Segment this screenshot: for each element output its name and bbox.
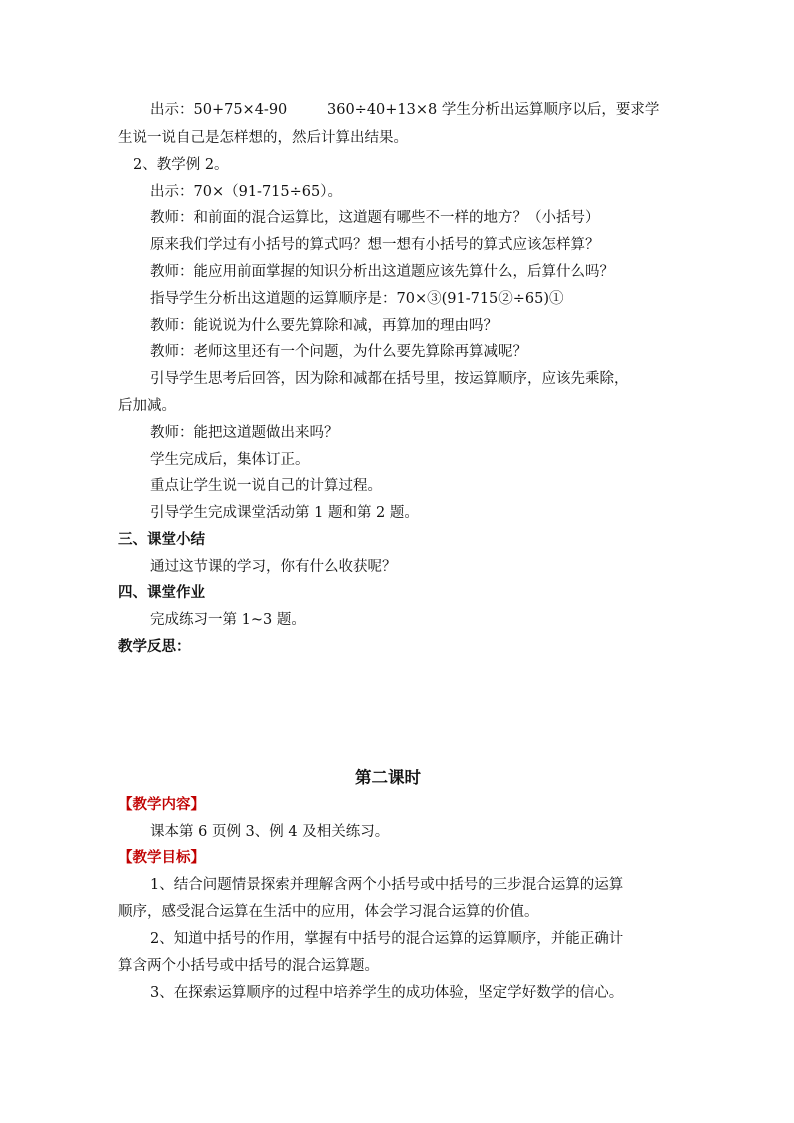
goal3-line: 3、在探索运算顺序的过程中培养学生的成功体验，坚定学好数学的信心。 <box>150 985 624 1001</box>
goal2-line-a: 2、知道中括号的作用，掌握有中括号的混合运算的运算顺序，并能正确计 <box>150 931 624 947</box>
reflection-heading: 教学反思： <box>118 639 191 655</box>
section4-heading: 四、课堂作业 <box>118 585 205 601</box>
goal2-line-b: 算含两个小括号或中括号的混合运算题。 <box>118 958 379 974</box>
guide-order-line: 指导学生分析出这道题的运算顺序是：70×③(91-715②÷65)① <box>150 291 564 307</box>
content-heading: 【教学内容】 <box>118 797 205 813</box>
section4-body: 完成练习一第 1~3 题。 <box>150 612 306 628</box>
teacher-question-6: 教师：能把这道题做出来吗？ <box>150 425 339 441</box>
lesson2-title: 第二课时 <box>355 768 421 787</box>
goal1-line-b: 顺序，感受混合运算在生活中的应用，体会学习混合运算的价值。 <box>118 904 539 920</box>
teacher-question-3: 教师：能应用前面掌握的知识分析出这道题应该先算什么，后算什么吗？ <box>150 264 614 280</box>
teacher-question-2: 原来我们学过有小括号的算式吗？想一想有小括号的算式应该怎样算？ <box>150 237 600 253</box>
show-expression-line: 出示：70×（91-715÷65）。 <box>150 184 342 200</box>
content-body: 课本第 6 页例 3、例 4 及相关练习。 <box>150 824 390 840</box>
goal1-line-a: 1、结合问题情景探索并理解含两个小括号或中括号的三步混合运算的运算 <box>150 877 624 893</box>
student-line-2: 重点让学生说一说自己的计算过程。 <box>150 478 382 494</box>
student-line-1: 学生完成后，集体订正。 <box>150 452 310 468</box>
teacher-question-4: 教师：能说说为什么要先算除和减，再算加的理由吗？ <box>150 318 498 334</box>
show-expression-line-1a: 出示：50+75×4-90 <box>150 102 288 118</box>
teacher-question-5: 教师：老师这里还有一个问题，为什么要先算除再算减呢？ <box>150 344 527 360</box>
section3-body: 通过这节课的学习，你有什么收获呢？ <box>150 559 397 575</box>
guide-answer-line-a: 引导学生思考后回答，因为除和减都在括号里，按运算顺序，应该先乘除， <box>150 371 629 387</box>
student-line-3: 引导学生完成课堂活动第 1 题和第 2 题。 <box>150 505 419 521</box>
goals-heading: 【教学目标】 <box>118 850 205 866</box>
show-expression-line-1b: 360÷40+13×8 学生分析出运算顺序以后，要求学 <box>327 102 660 118</box>
example2-heading: 2、教学例 2。 <box>133 157 229 173</box>
paragraph-line: 生说一说自己是怎样想的，然后计算出结果。 <box>118 130 408 146</box>
teacher-question-1: 教师：和前面的混合运算比，这道题有哪些不一样的地方？（小括号） <box>150 210 600 226</box>
guide-answer-line-b: 后加减。 <box>118 398 176 414</box>
section3-heading: 三、课堂小结 <box>118 532 205 548</box>
